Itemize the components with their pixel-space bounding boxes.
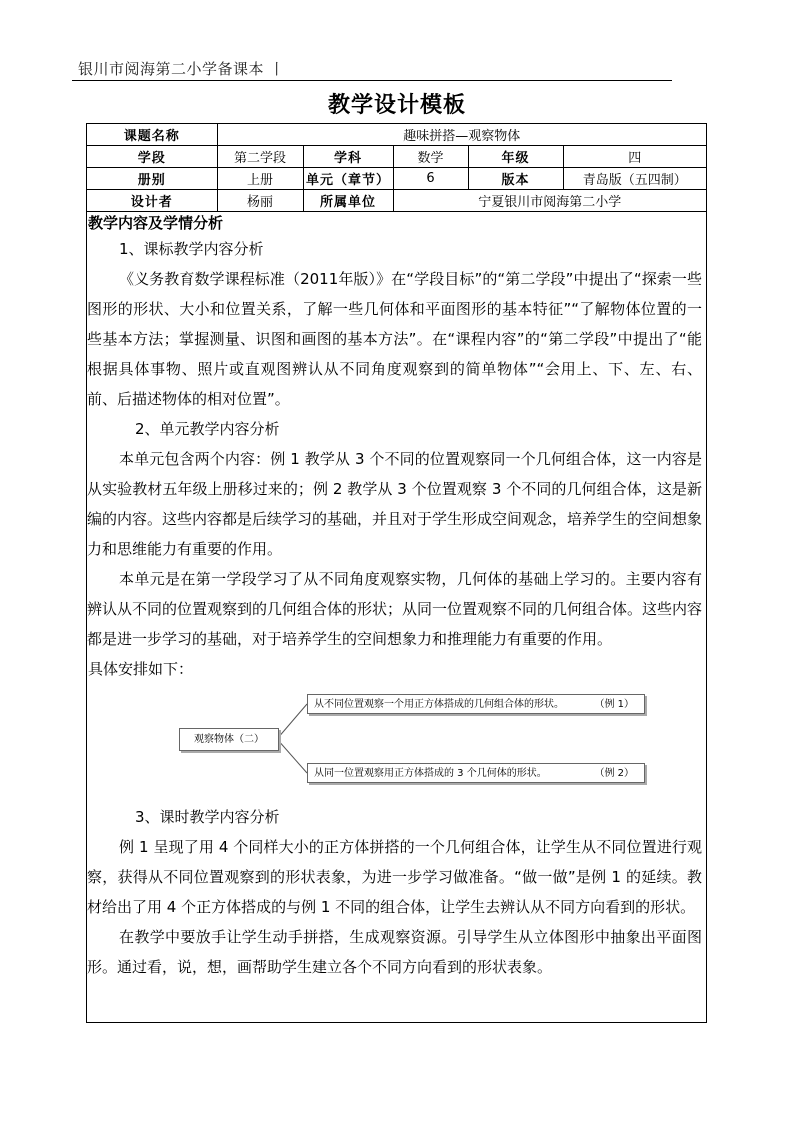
page-header: 银川市阅海第二小学备课本 丨 [78,60,285,78]
diagram-branch-2 [307,763,645,783]
subject-label: 学科 [303,146,393,168]
stage-label: 学段 [87,146,217,168]
s2-heading: 2、单元教学内容分析 [135,420,280,438]
edition-label: 版本 [468,168,563,190]
header-divider [72,80,672,81]
lesson-plan-sheet [86,123,707,1023]
section-title: 教学内容及学情分析 [88,214,224,232]
diagram-branch-2-text: 从同一位置观察用正方体搭成的 3 个几何体的形状。 [314,768,547,779]
diagram-branch-1-tag: （例 1） [594,699,634,710]
volume-label: 册别 [87,168,217,190]
grade-label: 年级 [468,146,563,168]
diagram-branch-1-text: 从不同位置观察一个用正方体搭成的几何组合体的形状。 [314,699,564,710]
info-table [87,124,706,212]
designer-label: 设计者 [87,190,217,212]
s2-paragraph-2: 本单元是在第一学段学习了从不同角度观察实物，几何体的基础上学习的。主要内容有辨认从不同的位置观察到的几何组合体的形状；从同一位置观察不同的几何组合体。这些内容都是进一步学习的基础，对于培养学生的空间想象力和推理能力有重要的作用。 [87,570,703,648]
unit-label: 单元（章节） [303,168,393,190]
s2-paragraph-1: 本单元包含两个内容：例 1 教学从 3 个不同的位置观察同一个几何组合体，这一内容是从实验教材五年级上册移过来的；例 2 教学从 3 个位置观察 3 个不同的几何组合体，这是新编的内容。这些内容都是后续学习的基础，并且对于学生形成空间观念，培养学生的空间想象力和思维能力有重要的作用。 [87,450,703,558]
arrangement-text: 具体安排如下： [88,660,194,678]
topic-label: 课题名称 [87,124,217,146]
stage-value: 第二学段 [217,146,303,168]
s3-heading: 3、课时教学内容分析 [135,808,280,826]
s3-paragraph-1: 例 1 呈现了用 4 个同样大小的正方体拼搭的一个几何组合体，让学生从不同位置进行观察，获得从不同位置观察到的形状表象，为进一步学习做准备。“做一做”是例 1 的延续。教材给出了用 4 个正方体搭成的与例 1 不同的组合体，让学生去辨认从不同方向看到的形状。 [87,838,702,916]
unit-structure-diagram [87,684,706,802]
subject-value: 数学 [393,146,468,168]
analysis-content [87,212,706,982]
grade-value: 四 [563,146,706,168]
unit-value: 6 [393,168,468,190]
volume-value: 上册 [217,168,303,190]
topic-value: 趣味拼搭—观察物体 [217,124,706,146]
info-row-topic [87,124,706,146]
info-row-volume [87,168,706,190]
page-title: 教学设计模板 [327,93,466,118]
s1-heading: 1、课标教学内容分析 [119,240,264,258]
org-value: 宁夏银川市阅海第二小学 [393,190,706,212]
info-row-stage [87,146,706,168]
diagram-branch-1 [307,694,645,714]
diagram-branch-2-tag: （例 2） [594,768,634,779]
designer-value: 杨丽 [217,190,303,212]
s1-paragraph: 《义务教育数学课程标准（2011年版）》在“学段目标”的“第二学段”中提出了“探索一些图形的形状、大小和位置关系，了解一些几何体和平面图形的基本特征”“了解物体位置的一些基本方法；掌握测量、识图和画图的基本方法”。在“课程内容”的“第二学段”中提出了“能根据具体事物、照片或直观图辨认从不同角度观察到的简单物体”“会用上、下、左、右、前、后描述物体的相对位置”。 [87,270,702,408]
info-row-designer [87,190,706,212]
edition-value: 青岛版（五四制） [563,168,706,190]
s3-paragraph-2: 在教学中要放手让学生动手拼搭，生成观察资源。引导学生从立体图形中抽象出平面图形。通过看，说，想，画帮助学生建立各个不同方向看到的形状表象。 [87,928,702,976]
diagram-root: 观察物体（二） [179,728,279,751]
org-label: 所属单位 [303,190,393,212]
